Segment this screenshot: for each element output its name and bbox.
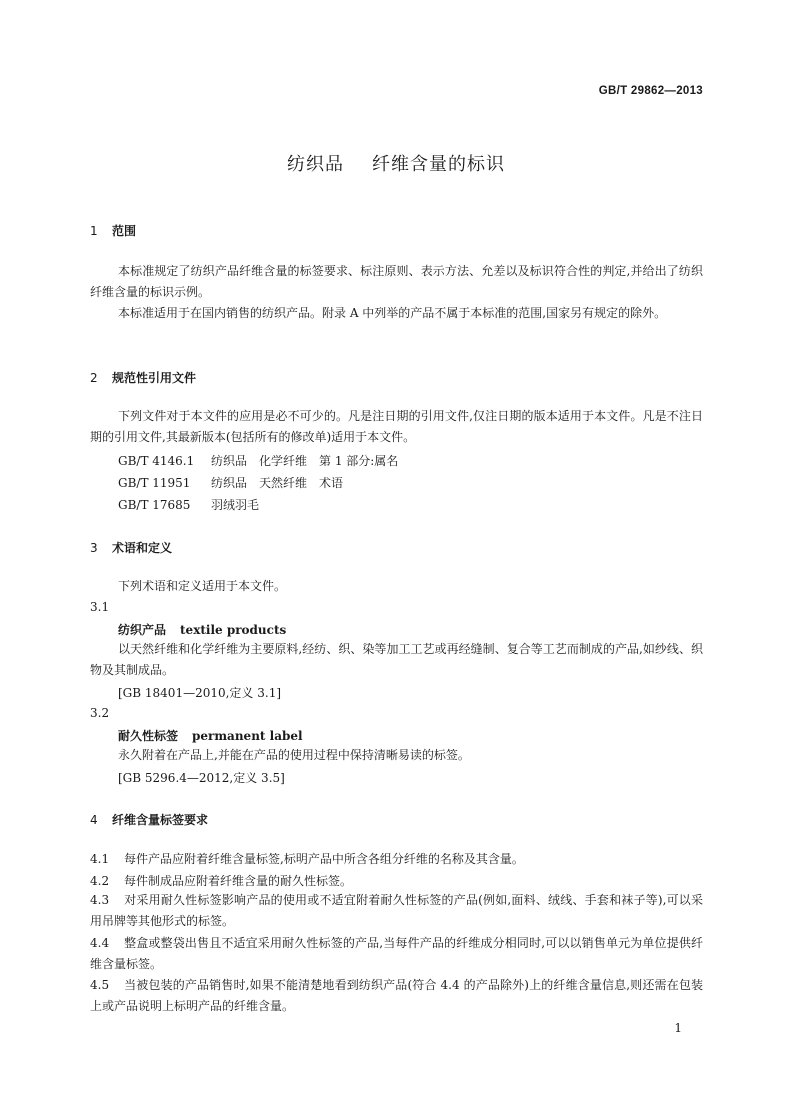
term-number: 3.2 bbox=[90, 706, 110, 720]
section-2-heading: 2 规范性引用文件 bbox=[90, 371, 197, 385]
requirement-item: 4.2 每件制成品应附着纤维含量的耐久性标签。 bbox=[90, 874, 353, 888]
term-heading: 纺织产品 textile products bbox=[118, 623, 287, 637]
requirement-item: 4.5 当被包装的产品销售时,如果不能清楚地看到纺织产品(符合 4.4 的产品除外)上的纤维含量信息,则还需在包装上或产品说明上标明产品的纤维含量。 bbox=[90, 978, 703, 1013]
requirement-item: 4.3 对采用耐久性标签影响产品的使用或不适宜附着耐久性标签的产品(例如,面料、绒线、手套和袜子等),可以采用吊牌等其他形式的标签。 bbox=[90, 893, 703, 928]
term-source: [GB 5296.4—2012,定义 3.5] bbox=[118, 771, 285, 785]
section-1-paragraph-2: 本标准适用于在国内销售的纺织产品。附录 A 中列举的产品不属于本标准的范围,国家另有规定的除外。 bbox=[118, 306, 667, 320]
term-heading: 耐久性标签 permanent label bbox=[118, 729, 303, 743]
section-1-heading: 1 范围 bbox=[90, 224, 137, 238]
reference-item: GB/T 17685 羽绒羽毛 bbox=[118, 498, 260, 512]
section-4-heading: 4 纤维含量标签要求 bbox=[90, 813, 209, 827]
requirement-item: 4.1 每件产品应附着纤维含量标签,标明产品中所含各组分纤维的名称及其含量。 bbox=[90, 852, 524, 866]
term-number: 3.1 bbox=[90, 600, 110, 614]
term-definition: 以天然纤维和化学纤维为主要原料,经纺、织、染等加工工艺或再经缝制、复合等工艺而制成的产品,如纱线、织物及其制成品。 bbox=[90, 642, 703, 677]
page-number: 1 bbox=[674, 1021, 682, 1035]
section-2-paragraph: 下列文件对于本文件的应用是必不可少的。凡是注日期的引用文件,仅注日期的版本适用于本文件。凡是不注日期的引用文件,其最新版本(包括所有的修改单)适用于本文件。 bbox=[90, 409, 703, 444]
requirement-item: 4.4 整盒或整袋出售且不适宜采用耐久性标签的产品,当每件产品的纤维成分相同时,可以以销售单元为单位提供纤维含量标签。 bbox=[90, 936, 703, 971]
section-3-intro: 下列术语和定义适用于本文件。 bbox=[118, 579, 287, 593]
section-3-heading: 3 术语和定义 bbox=[90, 541, 173, 555]
reference-item: GB/T 4146.1 纺织品 化学纤维 第 1 部分:属名 bbox=[118, 454, 399, 468]
title-part-1: 纺织品 bbox=[287, 154, 344, 175]
title-part-2: 纤维含量的标识 bbox=[372, 154, 505, 175]
section-1-paragraph-1: 本标准规定了纺织产品纤维含量的标签要求、标注原则、表示方法、允差以及标识符合性的判定,并给出了纺织纤维含量的标识示例。 bbox=[90, 264, 703, 299]
standard-number: GB/T 29862—2013 bbox=[598, 85, 703, 97]
term-source: [GB 18401—2010,定义 3.1] bbox=[118, 686, 282, 700]
reference-item: GB/T 11951 纺织品 天然纤维 术语 bbox=[118, 476, 344, 490]
term-definition: 永久附着在产品上,并能在产品的使用过程中保持清晰易读的标签。 bbox=[118, 748, 470, 762]
document-title bbox=[0, 150, 792, 176]
